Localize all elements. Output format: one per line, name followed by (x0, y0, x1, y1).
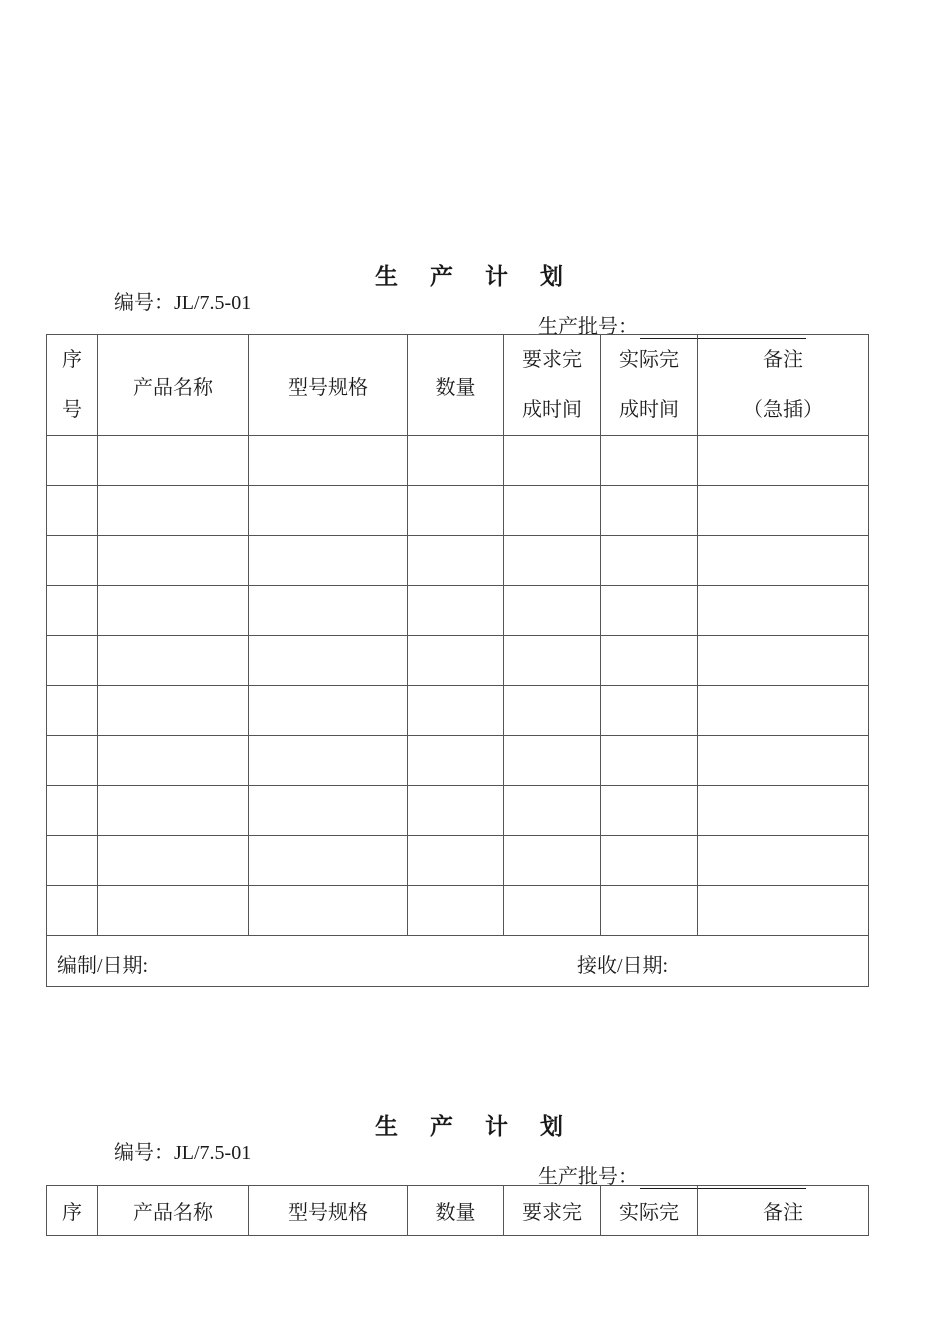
cell-product-name[interactable] (98, 436, 249, 486)
cell-actual-completion[interactable] (601, 636, 698, 686)
prepared-by-date-label: 编制/日期: (57, 955, 149, 977)
table-row (47, 736, 869, 786)
production-plan-table-2 (46, 1185, 869, 1236)
header-serial-2: 序 (47, 1186, 98, 1236)
form-title: 生 产 计 划 (374, 264, 576, 290)
cell-required-completion[interactable] (504, 836, 601, 886)
production-plan-table (46, 334, 869, 987)
cell-remarks[interactable] (698, 736, 869, 786)
cell-model-spec[interactable] (249, 786, 408, 836)
cell-required-completion[interactable] (504, 736, 601, 786)
cell-serial[interactable] (47, 786, 98, 836)
cell-serial[interactable] (47, 736, 98, 786)
cell-remarks[interactable] (698, 686, 869, 736)
cell-product-name[interactable] (98, 736, 249, 786)
cell-remarks[interactable] (698, 836, 869, 886)
cell-model-spec[interactable] (249, 736, 408, 786)
header-quantity: 数量 (408, 335, 504, 436)
table-row (47, 886, 869, 936)
cell-serial[interactable] (47, 836, 98, 886)
cell-product-name[interactable] (98, 636, 249, 686)
cell-quantity[interactable] (408, 736, 504, 786)
table-row (47, 436, 869, 486)
cell-actual-completion[interactable] (601, 536, 698, 586)
cell-actual-completion[interactable] (601, 736, 698, 786)
cell-required-completion[interactable] (504, 686, 601, 736)
cell-actual-completion[interactable] (601, 686, 698, 736)
table-row (47, 536, 869, 586)
cell-actual-completion[interactable] (601, 786, 698, 836)
header-remarks: 备注 （急插） (698, 335, 869, 436)
cell-product-name[interactable] (98, 786, 249, 836)
cell-quantity[interactable] (408, 886, 504, 936)
cell-serial[interactable] (47, 586, 98, 636)
cell-model-spec[interactable] (249, 836, 408, 886)
cell-product-name[interactable] (98, 686, 249, 736)
cell-actual-completion[interactable] (601, 836, 698, 886)
form-title-2: 生 产 计 划 (374, 1114, 576, 1140)
header-actual-completion-2: 实际完 (601, 1186, 698, 1236)
document-code-2: 编号：JL/7.5-01 (114, 1142, 252, 1164)
batch-number-label: 生产批号： (538, 316, 638, 338)
cell-quantity[interactable] (408, 786, 504, 836)
header-model-spec: 型号规格 (249, 335, 408, 436)
cell-remarks[interactable] (698, 536, 869, 586)
cell-quantity[interactable] (408, 436, 504, 486)
cell-product-name[interactable] (98, 886, 249, 936)
cell-quantity[interactable] (408, 836, 504, 886)
cell-model-spec[interactable] (249, 636, 408, 686)
cell-serial[interactable] (47, 486, 98, 536)
cell-remarks[interactable] (698, 486, 869, 536)
cell-required-completion[interactable] (504, 636, 601, 686)
batch-number-label-2: 生产批号： (538, 1166, 638, 1188)
signature-cell[interactable] (47, 936, 869, 987)
cell-actual-completion[interactable] (601, 586, 698, 636)
header-actual-completion: 实际完 成时间 (601, 335, 698, 436)
cell-remarks[interactable] (698, 786, 869, 836)
document-code: 编号：JL/7.5-01 (114, 292, 252, 314)
header-quantity-2: 数量 (408, 1186, 504, 1236)
cell-model-spec[interactable] (249, 486, 408, 536)
cell-required-completion[interactable] (504, 436, 601, 486)
cell-model-spec[interactable] (249, 436, 408, 486)
cell-serial[interactable] (47, 886, 98, 936)
cell-serial[interactable] (47, 436, 98, 486)
header-required-completion-2: 要求完 (504, 1186, 601, 1236)
cell-required-completion[interactable] (504, 586, 601, 636)
cell-quantity[interactable] (408, 636, 504, 686)
cell-serial[interactable] (47, 686, 98, 736)
header-remarks-2: 备注 (698, 1186, 869, 1236)
received-by-date-label: 接收/日期: (577, 955, 669, 977)
table-header-row (47, 335, 869, 436)
cell-product-name[interactable] (98, 486, 249, 536)
cell-required-completion[interactable] (504, 786, 601, 836)
cell-model-spec[interactable] (249, 886, 408, 936)
cell-remarks[interactable] (698, 586, 869, 636)
cell-model-spec[interactable] (249, 536, 408, 586)
table-footer-row (47, 936, 869, 987)
table-row (47, 786, 869, 836)
cell-required-completion[interactable] (504, 486, 601, 536)
cell-required-completion[interactable] (504, 886, 601, 936)
header-product-name-2: 产品名称 (98, 1186, 249, 1236)
table-header-row-2 (47, 1186, 869, 1236)
cell-remarks[interactable] (698, 436, 869, 486)
cell-actual-completion[interactable] (601, 436, 698, 486)
header-model-spec-2: 型号规格 (249, 1186, 408, 1236)
table-row (47, 836, 869, 886)
cell-product-name[interactable] (98, 836, 249, 886)
cell-quantity[interactable] (408, 586, 504, 636)
cell-serial[interactable] (47, 636, 98, 686)
cell-product-name[interactable] (98, 586, 249, 636)
table-row (47, 636, 869, 686)
cell-product-name[interactable] (98, 536, 249, 586)
header-serial: 序 号 (47, 335, 98, 436)
header-product-name: 产品名称 (98, 335, 249, 436)
cell-serial[interactable] (47, 536, 98, 586)
cell-remarks[interactable] (698, 636, 869, 686)
cell-quantity[interactable] (408, 536, 504, 586)
cell-quantity[interactable] (408, 686, 504, 736)
table-row (47, 686, 869, 736)
cell-model-spec[interactable] (249, 686, 408, 736)
table-row (47, 586, 869, 636)
cell-quantity[interactable] (408, 486, 504, 536)
cell-model-spec[interactable] (249, 586, 408, 636)
cell-required-completion[interactable] (504, 536, 601, 586)
table-row (47, 486, 869, 536)
cell-actual-completion[interactable] (601, 886, 698, 936)
header-required-completion: 要求完 成时间 (504, 335, 601, 436)
cell-remarks[interactable] (698, 886, 869, 936)
cell-actual-completion[interactable] (601, 486, 698, 536)
